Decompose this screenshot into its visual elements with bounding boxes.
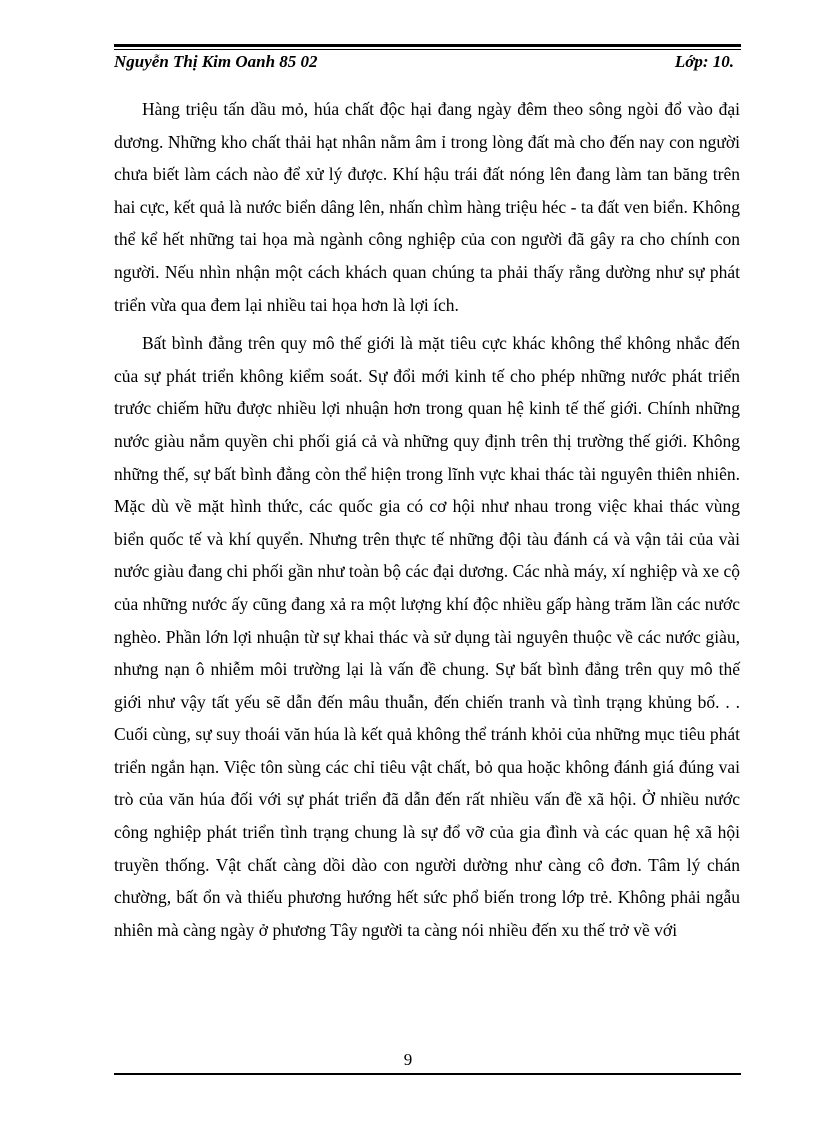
header-class-label: Lớp: 10. (674, 52, 734, 71)
header-rule-thick (114, 44, 741, 47)
page-number: 9 (403, 1050, 413, 1069)
header-author: Nguyễn Thị Kim Oanh 85 02 (114, 52, 318, 71)
document-body (114, 93, 740, 952)
header-rule-thin (114, 49, 741, 50)
paragraph-1: Hàng triệu tấn dầu mỏ, húa chất độc hại đang ngày đêm theo sông ngòi đổ vào đại dương. Những kho chất thải hạt nhân nằm âm ỉ trong lòng đất mà cho đến nay con người chưa biết làm cách nào để xử lý được. Khí hậu trái đất nóng lên đang làm tan băng trên hai cực, kết quả là nước biển dâng lên, nhấn chìm hàng triệu héc - ta đất ven biển. Không thể kể hết những tai họa mà ngành công nghiệp của con người đã gây ra cho chính con người. Nếu nhìn nhận một cách khách quan chúng ta phải thấy rằng dường như sự phát triển vừa qua đem lại nhiều tai họa hơn là lợi ích. (114, 99, 740, 315)
footer-rule (114, 1073, 741, 1075)
paragraph-2: Bất bình đẳng trên quy mô thế giới là mặt tiêu cực khác không thể không nhắc đến của sự phát triển không kiểm soát. Sự đổi mới kinh tế cho phép những nước phát triển trước chiếm hữu được nhiều lợi nhuận hơn trong quan hệ kinh tế thế giới. Chính những nước giàu nắm quyền chi phối giá cả và những quy định trên thị trường thế giới. Không những thế, sự bất bình đẳng còn thể hiện trong lĩnh vực khai thác tài nguyên thiên nhiên. Mặc dù về mặt hình thức, các quốc gia có cơ hội như nhau trong việc khai thác vùng biển quốc tế và khí quyển. Nhưng trên thực tế những đội tàu đánh cá và vận tải của vài nước giàu đang chi phối gần như toàn bộ các đại dương. Các nhà máy, xí nghiệp và xe cộ của những nước ấy cũng đang xả ra một lượng khí độc nhiều gấp hàng trăm lần các nước nghèo. Phần lớn lợi nhuận từ sự khai thác và sử dụng tài nguyên thuộc về các nước giàu, nhưng nạn ô nhiễm môi trường lại là vấn đề chung. Sự bất bình đẳng trên quy mô thế giới như vậy tất yếu sẽ dẫn đến mâu thuẫn, đến chiến tranh và tình trạng khủng bố. . . Cuối cùng, sự suy thoái văn húa là kết quả không thể tránh khỏi của những mục tiêu phát triển ngắn hạn. Việc tôn sùng các chỉ tiêu vật chất, bỏ qua hoặc không đánh giá đúng vai trò của văn húa đối với sự phát triển đã dẫn đến rất nhiều vấn đề xã hội. Ở nhiều nước công nghiệp phát triển tình trạng chung là sự đổ vỡ của gia đình và các quan hệ xã hội truyền thống. Vật chất càng dồi dào con người dường như càng cô đơn. Tâm lý chán chường, bất ổn và thiếu phương hướng hết sức phổ biến trong lớp trẻ. Không phải ngẫu nhiên mà càng ngày ở phương Tây người ta càng nói nhiều đến xu thế trở về với (114, 333, 740, 940)
